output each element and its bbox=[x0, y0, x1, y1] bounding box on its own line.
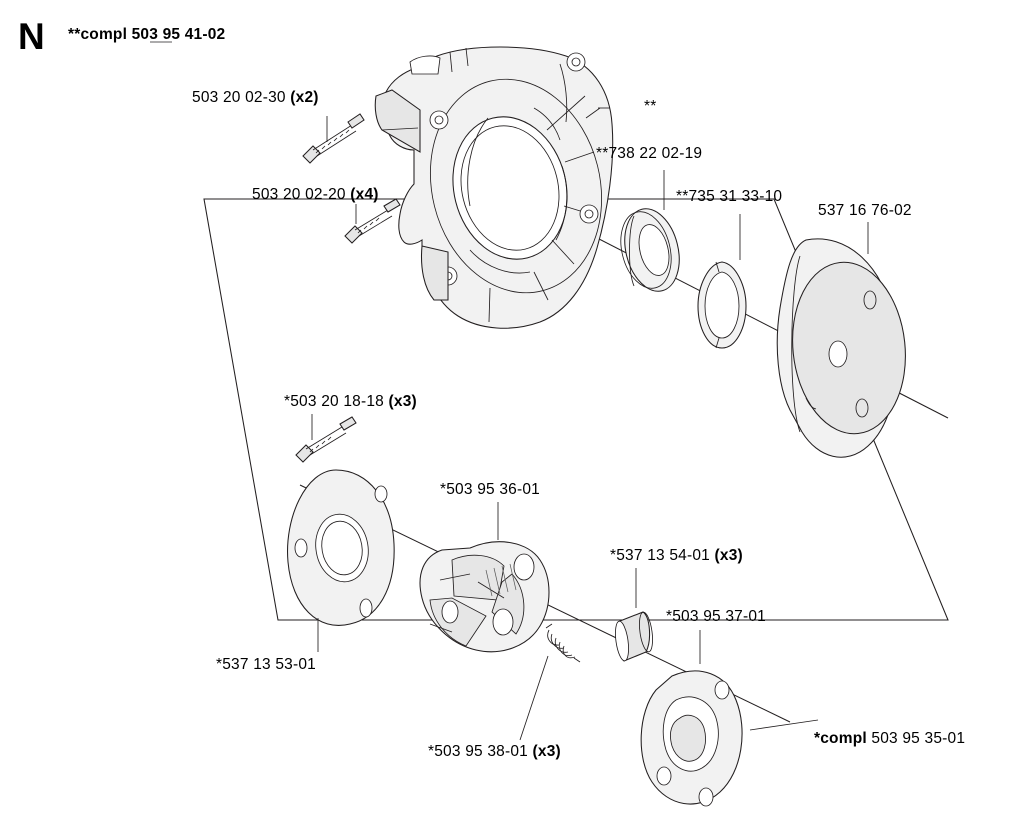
label-crankcase-mark: ** bbox=[644, 98, 657, 115]
clutch-side-plate-part bbox=[288, 470, 395, 625]
label-clutch-shoe: *503 95 36-01 bbox=[440, 481, 540, 498]
label-side-plate: *537 13 53-01 bbox=[216, 656, 316, 673]
label-clutch-compl: *compl 503 95 35-01 bbox=[814, 730, 966, 747]
clutch-spring-part bbox=[546, 624, 580, 662]
screw-long-part bbox=[303, 114, 364, 163]
label-spacer-x3: *537 13 54-01 (x3) bbox=[610, 547, 743, 564]
label-washer: *503 95 37-01 bbox=[666, 608, 766, 625]
label-clutch-drum: 537 16 76-02 bbox=[818, 202, 912, 219]
ball-bearing-part bbox=[613, 203, 687, 297]
assembly-note-label: **compl 503 95 41-02 bbox=[68, 26, 226, 43]
clutch-drum-part bbox=[777, 239, 913, 457]
label-ball-bearing: **738 22 02-19 bbox=[596, 145, 703, 162]
label-screw-x4: 503 20 02-20 (x4) bbox=[252, 186, 379, 203]
label-circlip: **735 31 33-10 bbox=[676, 188, 783, 205]
clutch-carrier-part bbox=[641, 671, 742, 806]
clutch-bolt-part bbox=[296, 417, 356, 462]
screw-short-part bbox=[345, 199, 400, 243]
clutch-shoe-assembly-part bbox=[420, 542, 549, 652]
label-bolt-x3: *503 20 18-18 (x3) bbox=[284, 393, 417, 410]
label-screw-x2: 503 20 02-30 (x2) bbox=[192, 89, 319, 106]
crankcase-part bbox=[375, 47, 623, 328]
circlip-part bbox=[698, 262, 746, 348]
label-spring-x3: *503 95 38-01 (x3) bbox=[428, 743, 561, 760]
section-letter: N bbox=[18, 16, 45, 57]
